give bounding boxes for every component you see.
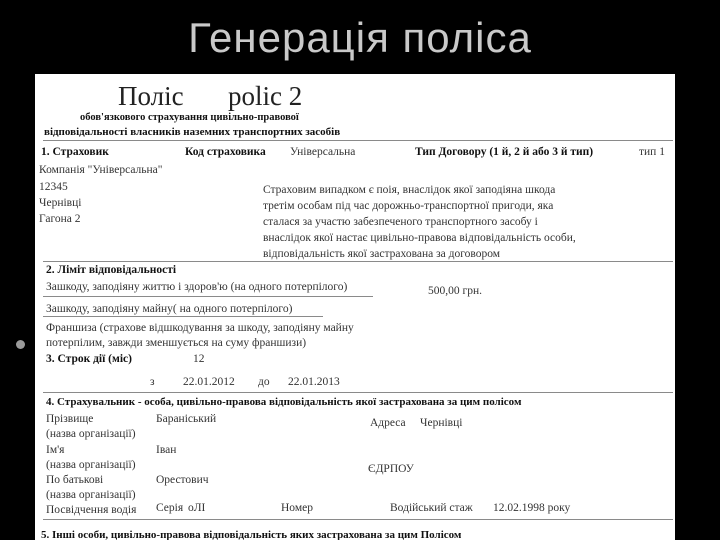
divider (43, 392, 673, 393)
divider (43, 261, 673, 262)
polis-label: Поліс (118, 81, 184, 111)
from-label: з (150, 376, 155, 388)
insurer-code-value: Універсальна (290, 146, 356, 158)
org-note: (назва організації) (46, 428, 136, 440)
driver-license-label: Посвідчення водія (46, 504, 137, 516)
insured-event-line: сталася за участю забезпеченого транспортного засобу і (263, 216, 538, 228)
health-limit-label: Зашкоду, заподіяну життю і здоров'ю (на одного потерпілого) (46, 281, 348, 293)
driving-experience-value: 12.02.1998 року (493, 502, 571, 514)
series-value: оЛІ (188, 502, 206, 514)
company-city: Чернівці (39, 197, 82, 209)
section-3-heading: 3. Строк дії (міс) (46, 353, 132, 365)
header-subtitle-2: відповідальності власників наземних транспортних засобів (44, 126, 341, 138)
section-2-heading: 2. Ліміт відповідальності (46, 264, 177, 276)
company-code: 12345 (39, 181, 68, 193)
company-name: Компанія "Універсальна" (39, 164, 163, 176)
bullet-icon (16, 340, 25, 349)
contract-type-label: Тип Договору (1 й, 2 й або 3 й тип) (415, 146, 594, 158)
insurer-code-label: Код страховика (185, 146, 266, 158)
contract-type-value: тип 1 (639, 146, 665, 158)
section-5-heading: 5. Інші особи, цивільно-правова відповідальність яких застрахована за цим Полісом (41, 529, 462, 540)
term-months: 12 (193, 353, 205, 365)
series-label: Серія (156, 502, 184, 514)
section-4-heading: 4. Страхувальник - особа, цивільно-правова відповідальність якої застрахована за цим полісом (46, 396, 522, 408)
org-note: (назва організації) (46, 459, 136, 471)
slide-title: Генерація поліса (188, 14, 532, 61)
franchise-line: Франшиза (страхове відшкодування за шкоду, заподіяну майну (46, 322, 354, 334)
patronymic-label: По батькові (46, 474, 104, 486)
patronymic-value: Орестович (156, 474, 209, 486)
policy-document (35, 74, 675, 540)
insured-event-line: третім особам під час дорожньо-транспортної пригоди, яка (263, 200, 554, 212)
org-note: (назва організації) (46, 489, 136, 501)
address-value: Чернівці (420, 417, 463, 429)
polis-number: polic 2 (228, 81, 303, 111)
address-label: Адреса (370, 417, 406, 429)
company-street: Гагона 2 (39, 213, 81, 225)
driving-experience-label: Водійський стаж (390, 502, 473, 514)
divider (43, 140, 673, 141)
insured-event-line: відповідальність якої застрахована за договором (263, 248, 501, 260)
surname-label: Прізвище (46, 413, 94, 425)
section-1-heading: 1. Страховик (41, 146, 109, 158)
franchise-line: потерпілим, завжди зменшується на суму франшизи) (46, 337, 307, 349)
health-limit-value: 500,00 грн. (428, 285, 482, 297)
header-subtitle-1: обов'язкового страхування цивільно-правової (80, 112, 299, 123)
from-date: 22.01.2012 (183, 376, 235, 388)
to-label: до (258, 376, 270, 388)
divider (43, 316, 323, 317)
number-label: Номер (281, 502, 313, 514)
divider (43, 519, 673, 520)
edrpou-label: ЄДРПОУ (368, 463, 414, 475)
property-limit-label: Зашкоду, заподіяну майну( на одного потерпілого) (46, 303, 293, 315)
divider (43, 296, 373, 297)
name-value: Іван (156, 444, 177, 456)
surname-value: Бараніський (156, 413, 217, 425)
name-label: Ім'я (46, 444, 65, 456)
insured-event-line: внаслідок якої настає цивільно-правова відповідальність особи, (263, 232, 576, 244)
to-date: 22.01.2013 (288, 376, 340, 388)
insured-event-line: Страховим випадком є поія, внаслідок якої заподіяна шкода (263, 184, 556, 196)
